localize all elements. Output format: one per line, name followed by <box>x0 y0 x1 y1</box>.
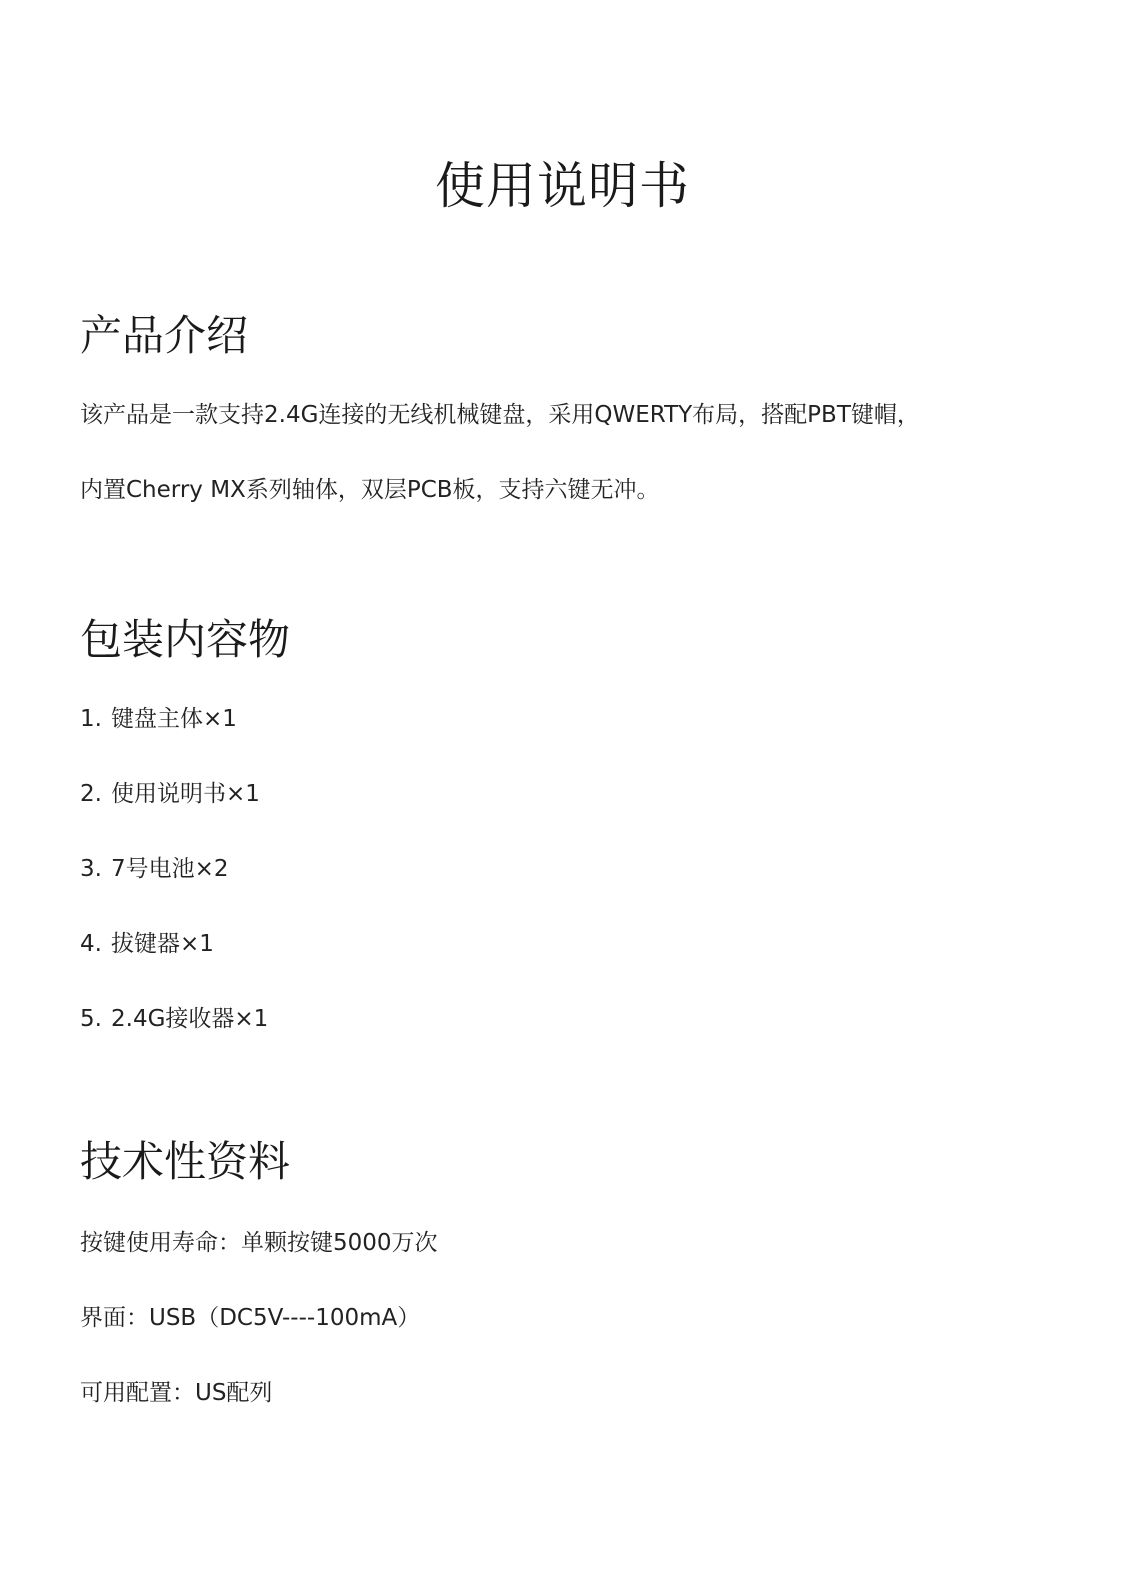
list-item-number: 2. <box>80 781 102 807</box>
list-item <box>80 703 237 735</box>
list-item-number: 1. <box>80 706 102 732</box>
list-item-text: 2.4G接收器×1 <box>111 1006 269 1032</box>
product-intro-line: 内置Cherry MX系列轴体，双层PCB板，支持六键无冲。 <box>80 477 660 503</box>
section-heading-package-contents: 包装内容物 <box>80 615 291 664</box>
list-item-number: 3. <box>80 856 102 882</box>
section-heading-product-intro: 产品介绍 <box>80 311 249 360</box>
list-item <box>80 928 214 960</box>
list-item-text: 使用说明书×1 <box>111 781 260 807</box>
list-item-text: 键盘主体×1 <box>111 706 237 732</box>
list-item <box>80 778 260 810</box>
document-title: 使用说明书 <box>435 157 690 215</box>
list-item-text: 拔键器×1 <box>111 931 214 957</box>
list-item <box>80 1003 268 1035</box>
spec-line-key-lifespan: 按键使用寿命：单颗按键5000万次 <box>80 1230 438 1256</box>
spec-line-layout: 可用配置：US配列 <box>80 1380 273 1406</box>
section-heading-tech-specs: 技术性资料 <box>80 1137 291 1186</box>
spec-line-interface: 界面：USB（DC5V----100mA） <box>80 1305 421 1331</box>
list-item-number: 5. <box>80 1006 102 1032</box>
list-item-text: 7号电池×2 <box>111 856 229 882</box>
list-item <box>80 853 229 885</box>
list-item-number: 4. <box>80 931 102 957</box>
product-intro-line: 该产品是一款支持2.4G连接的无线机械键盘，采用QWERTY布局，搭配PBT键帽， <box>80 402 920 428</box>
